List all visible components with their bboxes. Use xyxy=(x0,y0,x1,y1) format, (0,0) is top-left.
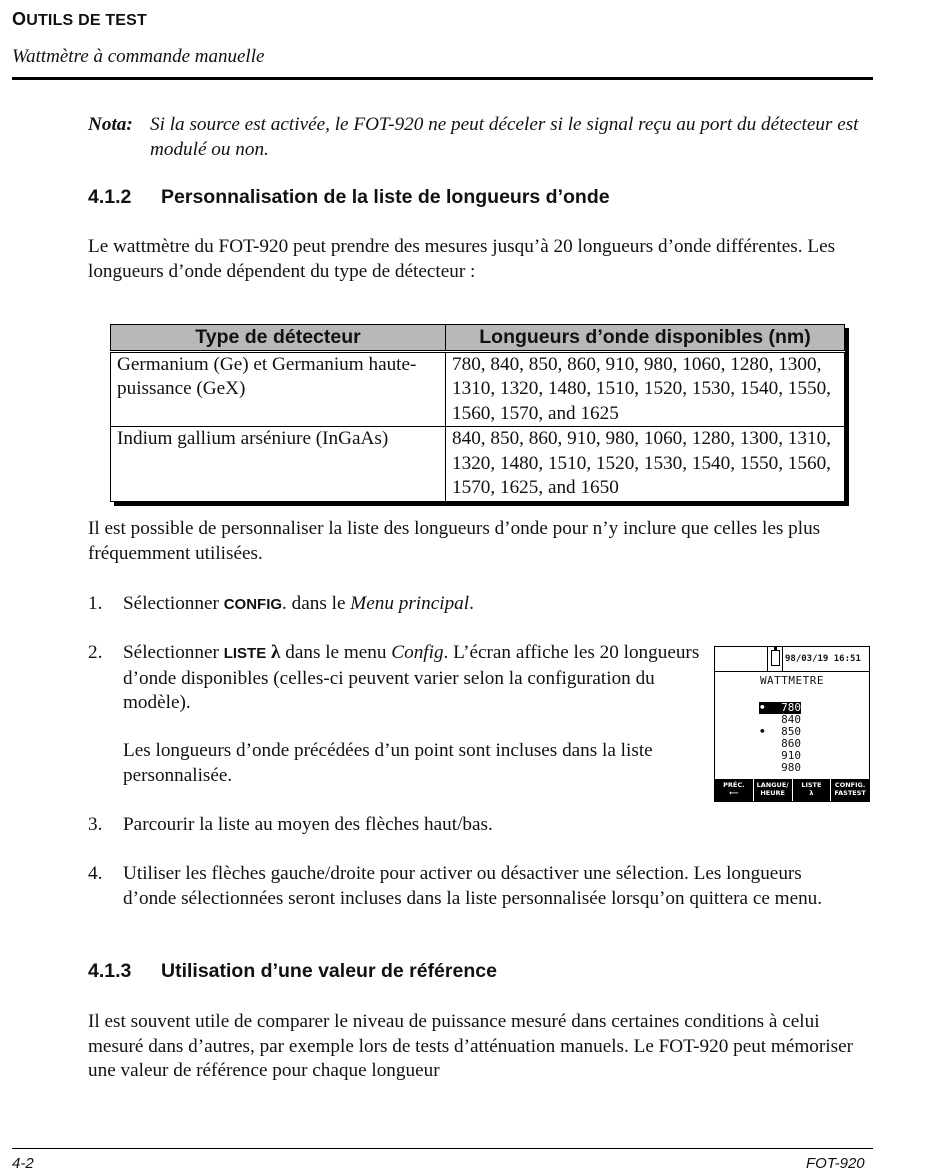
table-header-row xyxy=(111,325,845,352)
running-header-subtitle: Wattmètre à commande manuelle xyxy=(12,46,265,67)
header-rule xyxy=(12,77,873,80)
section-intro-paragraph: Le wattmètre du FOT-920 peut prendre des mesures jusqu’à 20 longueurs d’onde différentes. Les longueurs d’onde dépendent du type de détecteur : xyxy=(88,236,836,282)
wavelength-table xyxy=(110,324,845,502)
customize-paragraph: Il est possible de personnaliser la liste des longueurs d’onde pour n’y inclure que celles les plus fréquemment utilisées. xyxy=(88,518,821,564)
command-label: LISTE xyxy=(223,645,267,662)
lambda-symbol: λ xyxy=(271,642,281,663)
lcd-softkey-bar xyxy=(715,779,869,801)
lcd-wavelength-item: • 780 xyxy=(759,701,801,714)
table-row xyxy=(111,351,845,427)
lcd-wavelength-item: 910 xyxy=(781,749,801,762)
page-number: 4-2 xyxy=(12,1155,34,1172)
table-header-cell: Type de détecteur xyxy=(111,325,446,352)
reference-value-paragraph: Il est souvent utile de comparer le niveau de puissance mesuré dans certaines conditions à celui mesuré dans d’autres, par exemple lors de tests d’atténuation manuels. Le FOT-920 peut mémoriser une valeur de référence pour chaque longueur xyxy=(88,1011,853,1081)
lcd-wavelength-item: 980 xyxy=(781,761,801,774)
softkey-prev[interactable]: PRÉC. ⟵ xyxy=(715,779,754,801)
lcd-datetime: 98/03/19 16:51 xyxy=(785,654,861,664)
lcd-wavelength-item: • 850 xyxy=(759,725,801,738)
table-row xyxy=(111,427,845,502)
note-text: Si la source est activée, le FOT-920 ne peut déceler si le signal reçu au port du détecteur est modulé ou non. xyxy=(150,114,859,160)
softkey-config-fasttest[interactable]: CONFIG. FASTEST xyxy=(834,781,866,797)
note-label: Nota: xyxy=(88,114,133,135)
detector-cell: Germanium (Ge) et Germanium haute-puissance (GeX) xyxy=(111,351,446,427)
wavelengths-cell: 840, 850, 860, 910, 980, 1060, 1280, 1300, 1310, 1320, 1480, 1510, 1520, 1530, 1540, 1550, 1560, 1570, 1625, and 1650 xyxy=(446,427,845,502)
lcd-status-bar xyxy=(715,647,869,672)
table-header-cell: Longueurs d’onde disponibles (nm) xyxy=(446,325,845,352)
softkey-list[interactable]: LISTE λ xyxy=(793,779,832,801)
device-lcd-screen xyxy=(714,646,870,802)
running-header-title: OUTILS DE TEST xyxy=(12,9,148,29)
command-label: CONFIG xyxy=(223,596,283,613)
footer-rule xyxy=(12,1148,873,1149)
lcd-wavelength-item: 840 xyxy=(781,713,801,726)
footer-model: FOT-920 xyxy=(806,1155,865,1172)
detector-cell: Indium gallium arséniure (InGaAs) xyxy=(111,427,446,502)
lcd-wavelength-item: 860 xyxy=(781,737,801,750)
lcd-title: WATTMETRE xyxy=(759,674,825,687)
wavelengths-cell: 780, 840, 850, 860, 910, 980, 1060, 1280, 1300, 1310, 1320, 1480, 1510, 1520, 1530, 1540, 1550, 1560, 1570, and 1625 xyxy=(446,351,845,427)
battery-icon xyxy=(767,647,783,671)
softkey-language-time[interactable]: LANGUE/ HEURE xyxy=(754,779,793,801)
